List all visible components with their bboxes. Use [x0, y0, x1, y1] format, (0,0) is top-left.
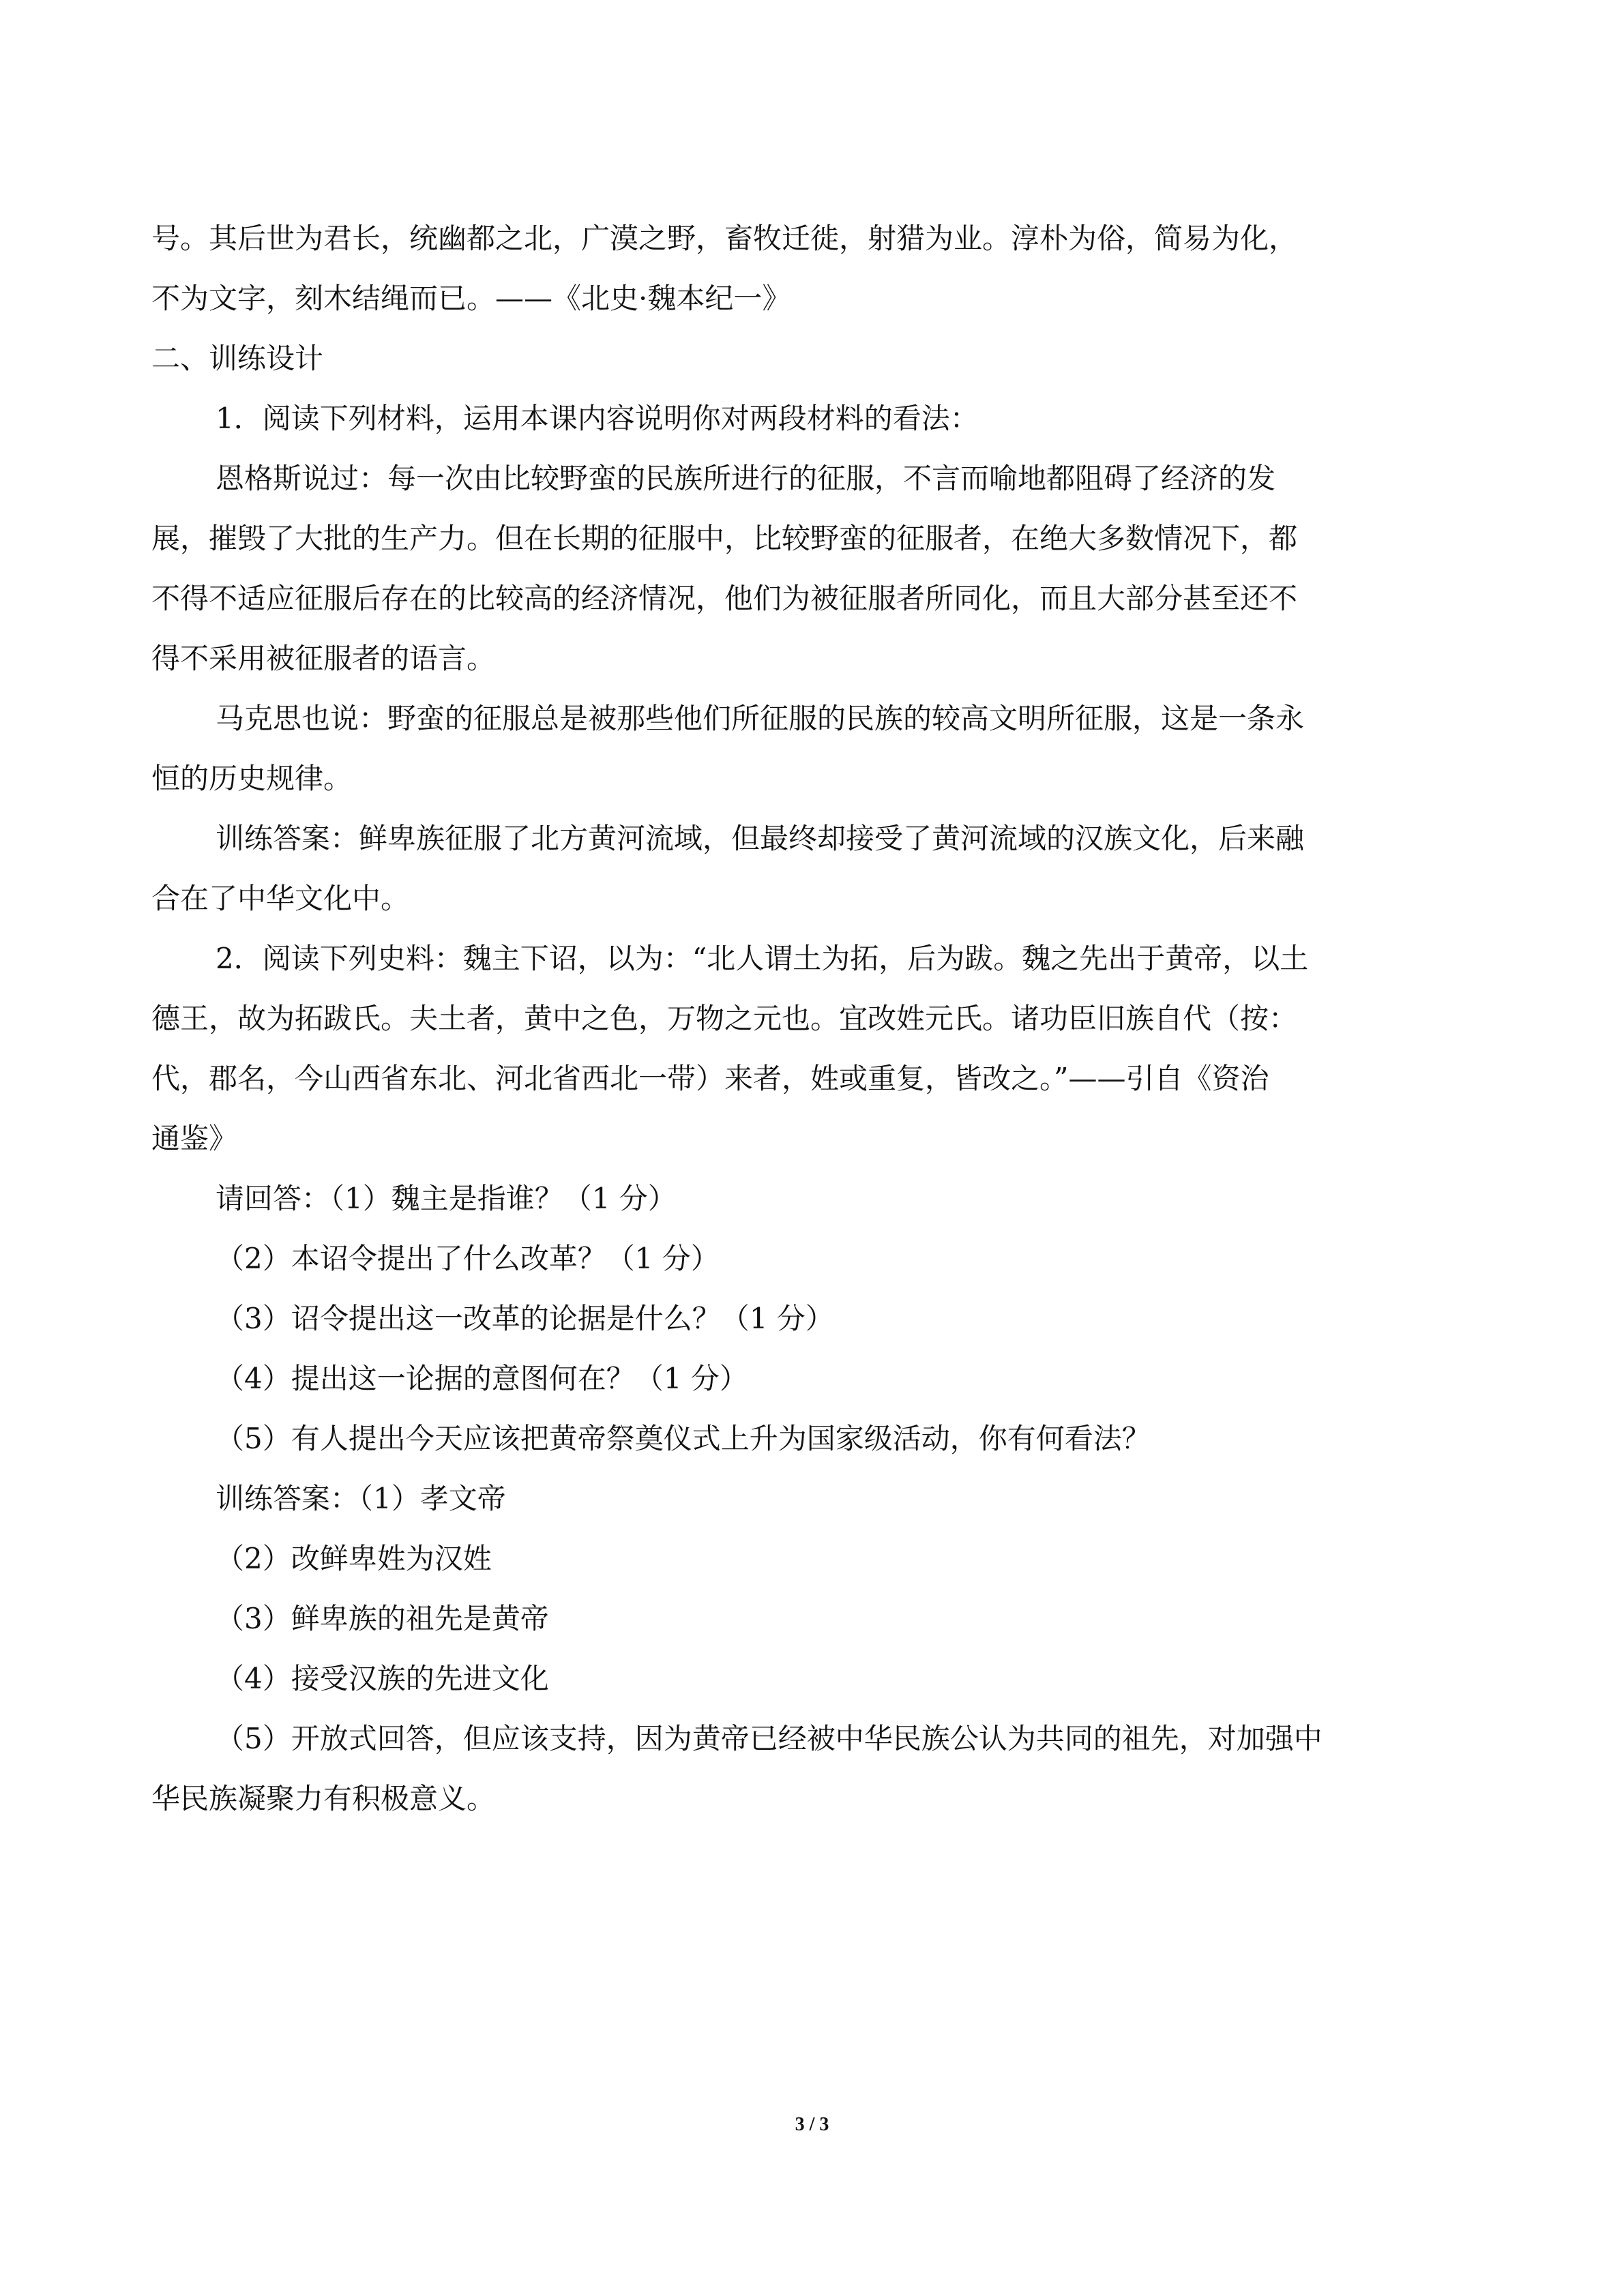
question-1: 1．阅读下列材料，运用本课内容说明你对两段材料的看法： — [216, 402, 979, 435]
text-line-10: 恒的历史规律。 — [151, 762, 353, 795]
text-line-6: 展，摧毁了大批的生产力。但在长期的征服中，比较野蛮的征服者，在绝大多数情况下，都 — [151, 522, 1298, 555]
text-line-15: 代，郡名，今山西省东北、河北省西北一带）来者，姓或重复，皆改之。”——引自《资治 — [151, 1062, 1269, 1095]
sub-question-4: （4）提出这一论据的意图何在？（1 分） — [216, 1362, 748, 1395]
text-line-27: 华民族凝聚力有积极意义。 — [151, 1782, 496, 1815]
text-line-8: 得不采用被征服者的语言。 — [151, 642, 496, 675]
text-line-16: 通鉴》 — [151, 1122, 238, 1155]
answer-2-part-1: 训练答案：（1）孝文帝 — [216, 1482, 506, 1515]
section-heading: 二、训练设计 — [151, 342, 324, 375]
sub-question-5: （5）有人提出今天应该把黄帝祭奠仪式上升为国家级活动，你有何看法？ — [216, 1422, 1151, 1455]
answer-2-part-3: （3）鲜卑族的祖先是黄帝 — [216, 1602, 549, 1635]
answer-2-part-2: （2）改鲜卑姓为汉姓 — [216, 1542, 492, 1575]
sub-question-3: （3）诏令提出这一改革的论据是什么？（1 分） — [216, 1302, 834, 1335]
answer-2-part-4: （4）接受汉族的先进文化 — [216, 1662, 549, 1695]
text-line-1: 号。其后世为君长，统幽都之北，广漠之野，畜牧迁徙，射猎为业。淳朴为俗，简易为化， — [151, 222, 1298, 255]
text-line-7: 不得不适应征服后存在的比较高的经济情况，他们为被征服者所同化，而且大部分甚至还不 — [151, 582, 1298, 615]
text-line-9: 马克思也说：野蛮的征服总是被那些他们所征服的民族的较高文明所征服，这是一条永 — [216, 702, 1305, 735]
text-line-14: 德王，故为拓跋氏。夫土者，黄中之色，万物之元也。宜改姓元氏。诸功臣旧族自代（按： — [151, 1002, 1298, 1035]
sub-question-1: 请回答：（1）魏主是指谁？（1 分） — [216, 1182, 677, 1215]
answer-1: 训练答案：鲜卑族征服了北方黄河流域，但最终却接受了黄河流域的汉族文化，后来融 — [216, 822, 1305, 855]
page-number: 3 / 3 — [795, 2114, 829, 2135]
text-line-5: 恩格斯说过：每一次由比较野蛮的民族所进行的征服，不言而喻地都阻碍了经济的发 — [216, 462, 1276, 495]
answer-2-part-5: （5）开放式回答，但应该支持，因为黄帝已经被中华民族公认为共同的祖先，对加强中 — [216, 1722, 1323, 1755]
text-line-12: 合在了中华文化中。 — [151, 882, 410, 915]
text-line-2: 不为文字，刻木结绳而已。——《北史·魏本纪一》 — [151, 282, 791, 315]
sub-question-2: （2）本诏令提出了什么改革？（1 分） — [216, 1242, 720, 1275]
question-2: 2．阅读下列史料：魏主下诏，以为：“北人谓土为拓，后为跋。魏之先出于黄帝，以土 — [216, 942, 1309, 975]
